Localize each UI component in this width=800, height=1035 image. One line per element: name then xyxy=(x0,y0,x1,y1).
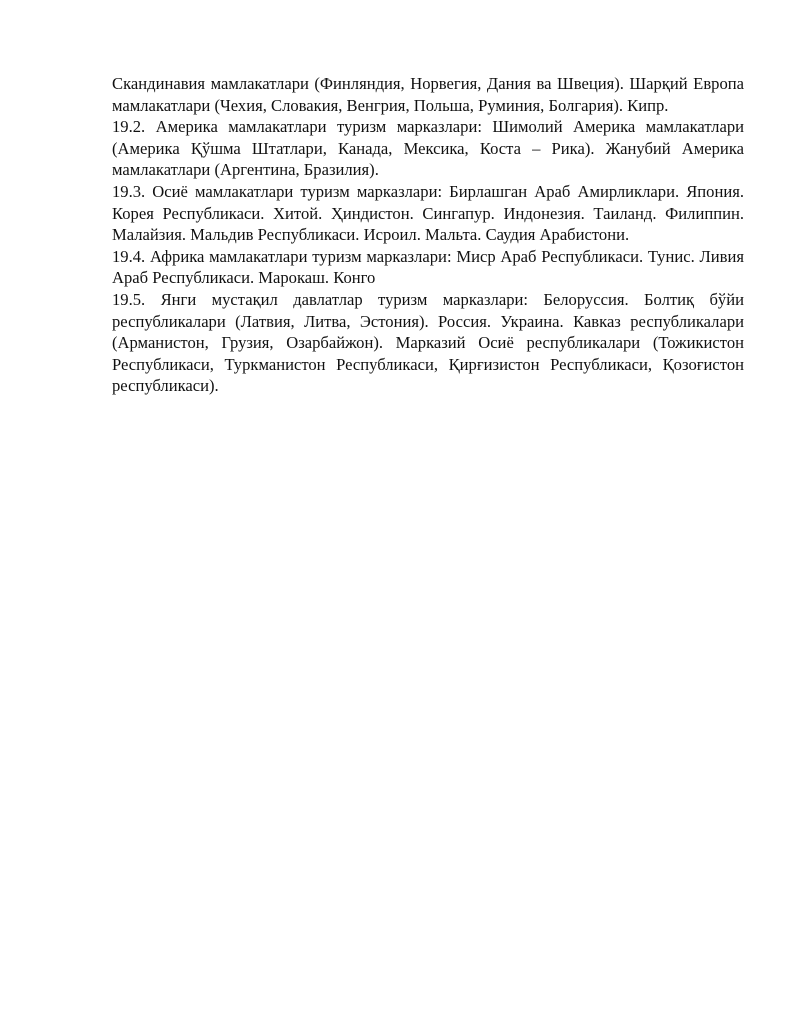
paragraph-19-3-asia: 19.3. Осиё мамлакатлари туризм марказлари: Бирлашган Араб Амирликлари. Япония. Корея Республикаси. Хитой. Ҳиндистон. Сингапур. Индонезия. Таиланд. Филиппин. Малайзия. Мальдив Республикаси. Исроил. Мальта. Саудия Арабистони. xyxy=(112,181,744,245)
paragraph-19-4-africa: 19.4. Африка мамлакатлари туризм марказлари: Миср Араб Республикаси. Тунис. Ливия Араб Республикаси. Марокаш. Конго xyxy=(112,246,744,288)
paragraph-19-2-america: 19.2. Америка мамлакатлари туризм марказлари: Шимолий Америка мамлакатлари (Америка Қўшма Штатлари, Канада, Мексика, Коста – Рика). Жанубий Америка мамлакатлари (Аргентина, Бразилия). xyxy=(112,117,744,180)
paragraph-19-5-new-states: 19.5. Янги мустақил давлатлар туризм марказлари: Белоруссия. Болтиқ бўйи республикалари (Латвия, Литва, Эстония). Россия. Украина. Кавказ республикалари (Арманистон, Грузия, Озарбайжон). Марказий Осиё республикалари (Тожикистон Республикаси, Туркманистон Республикаси, Қирғизистон Республикаси, Қозоғистон республикаси). xyxy=(112,289,744,396)
document-page xyxy=(112,73,744,397)
paragraph-scandinavia-europe: Скандинавия мамлакатлари (Финляндия, Норвегия, Дания ва Швеция). Шарқий Европа мамлакатлари (Чехия, Словакия, Венгрия, Польша, Руминия, Болгария). Кипр. xyxy=(112,74,744,115)
